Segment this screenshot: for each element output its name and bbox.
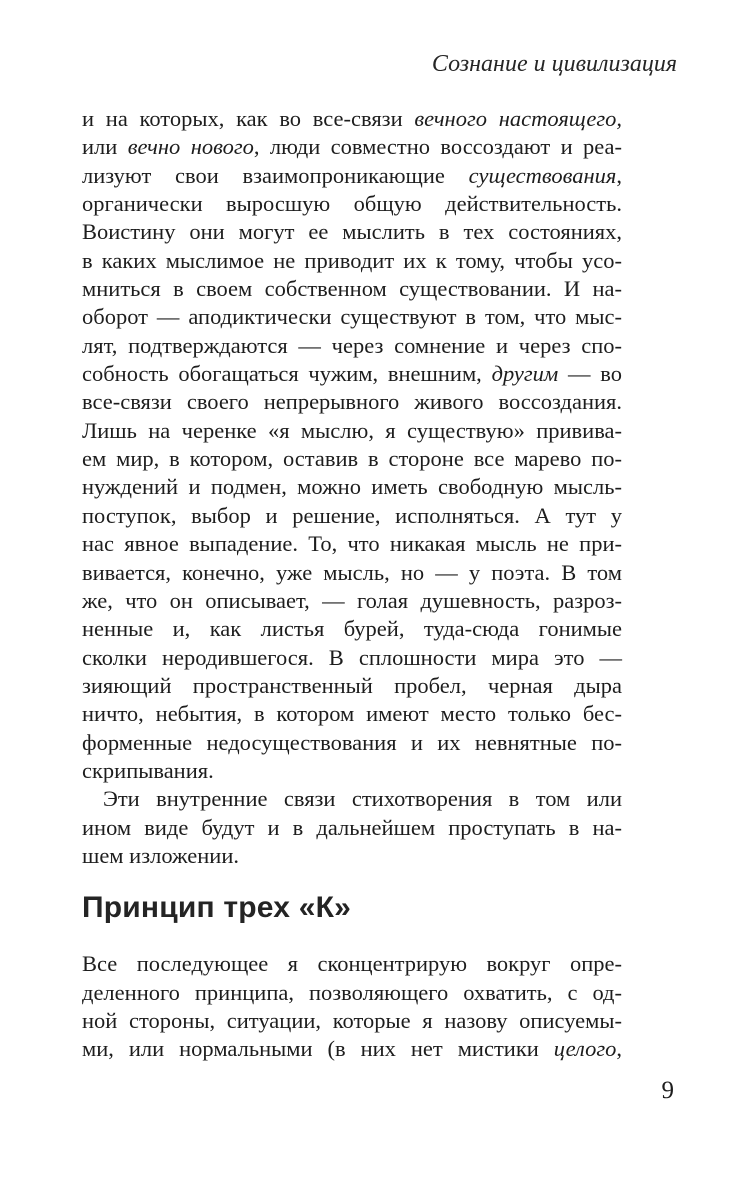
text-line: Лишь на черенке «я мыслю, я существую» привива-	[82, 417, 622, 443]
text-line: Эти внутренние связи стихотворения в том или	[103, 786, 622, 812]
text-line: или вечно нового, люди совместно воссоздают и реа-	[82, 134, 622, 160]
text-line: поступок, выбор и решение, исполняться. А тут у	[82, 502, 622, 528]
text-line: скрипывания.	[82, 757, 214, 783]
text-line: органически выросшую общую действительность.	[82, 191, 622, 217]
text-line: вивается, конечно, уже мысль, но — у поэта. В том	[82, 559, 622, 585]
text-line: ничто, небытия, в котором имеют место только бес-	[82, 701, 622, 727]
text-line: сколки неродившегося. В сплошности мира это —	[82, 644, 622, 670]
text-line: и на которых, как во все-связи вечного настоящего,	[82, 106, 622, 131]
text-line: ином виде будут и в дальнейшем проступать в на-	[82, 814, 622, 840]
section-heading: Принцип трех «К»	[82, 891, 351, 925]
paragraph	[82, 785, 622, 870]
text-line: же, что он описывает, — голая душевность, разроз-	[82, 587, 622, 613]
text-line: Все последующее я сконцентрирую вокруг опре-	[82, 951, 622, 977]
text-line: оборот — аподиктически существуют в том, что мыс-	[82, 304, 622, 330]
text-line: нас явное выпадение. То, что никакая мысль не при-	[82, 531, 622, 557]
text-block	[82, 105, 622, 1064]
text-line: ем мир, в котором, оставив в стороне все марево по-	[82, 446, 622, 472]
text-line: ненные и, как листья бурей, туда-сюда гонимые	[82, 616, 622, 642]
text-line: Воистину они могут ее мыслить в тех состояниях,	[82, 219, 622, 245]
text-line: шем изложении.	[82, 842, 240, 868]
paragraph	[82, 950, 622, 1063]
text-line: все-связи своего непрерывного живого воссоздания.	[82, 389, 622, 415]
text-line: ной стороны, ситуации, которые я назову описуемы-	[82, 1007, 622, 1033]
text-line: нуждений и подмен, можно иметь свободную мысль-	[82, 474, 622, 500]
text-line: ми, или нормальными (в них нет мистики целого,	[82, 1036, 622, 1062]
text-line: собность обогащаться чужим, внешним, другим — во	[82, 361, 622, 387]
paragraph	[82, 105, 622, 785]
running-header: Сознание и цивилизация	[431, 51, 677, 77]
text-line: в каких мыслимое не приводит их к тому, чтобы усо-	[82, 247, 622, 273]
text-line: форменные недосуществования и их невнятные по-	[82, 729, 622, 755]
text-line: лят, подтверждаются — через сомнение и через спо-	[82, 332, 622, 358]
text-line: зияющий пространственный пробел, черная дыра	[82, 672, 622, 698]
text-line: мниться в своем собственном существовании. И на-	[82, 276, 622, 302]
text-line: лизуют свои взаимопроникающие существования,	[82, 162, 622, 188]
text-line: деленного принципа, позволяющего охватить, с од-	[82, 979, 622, 1005]
page-number: 9	[661, 1077, 674, 1104]
